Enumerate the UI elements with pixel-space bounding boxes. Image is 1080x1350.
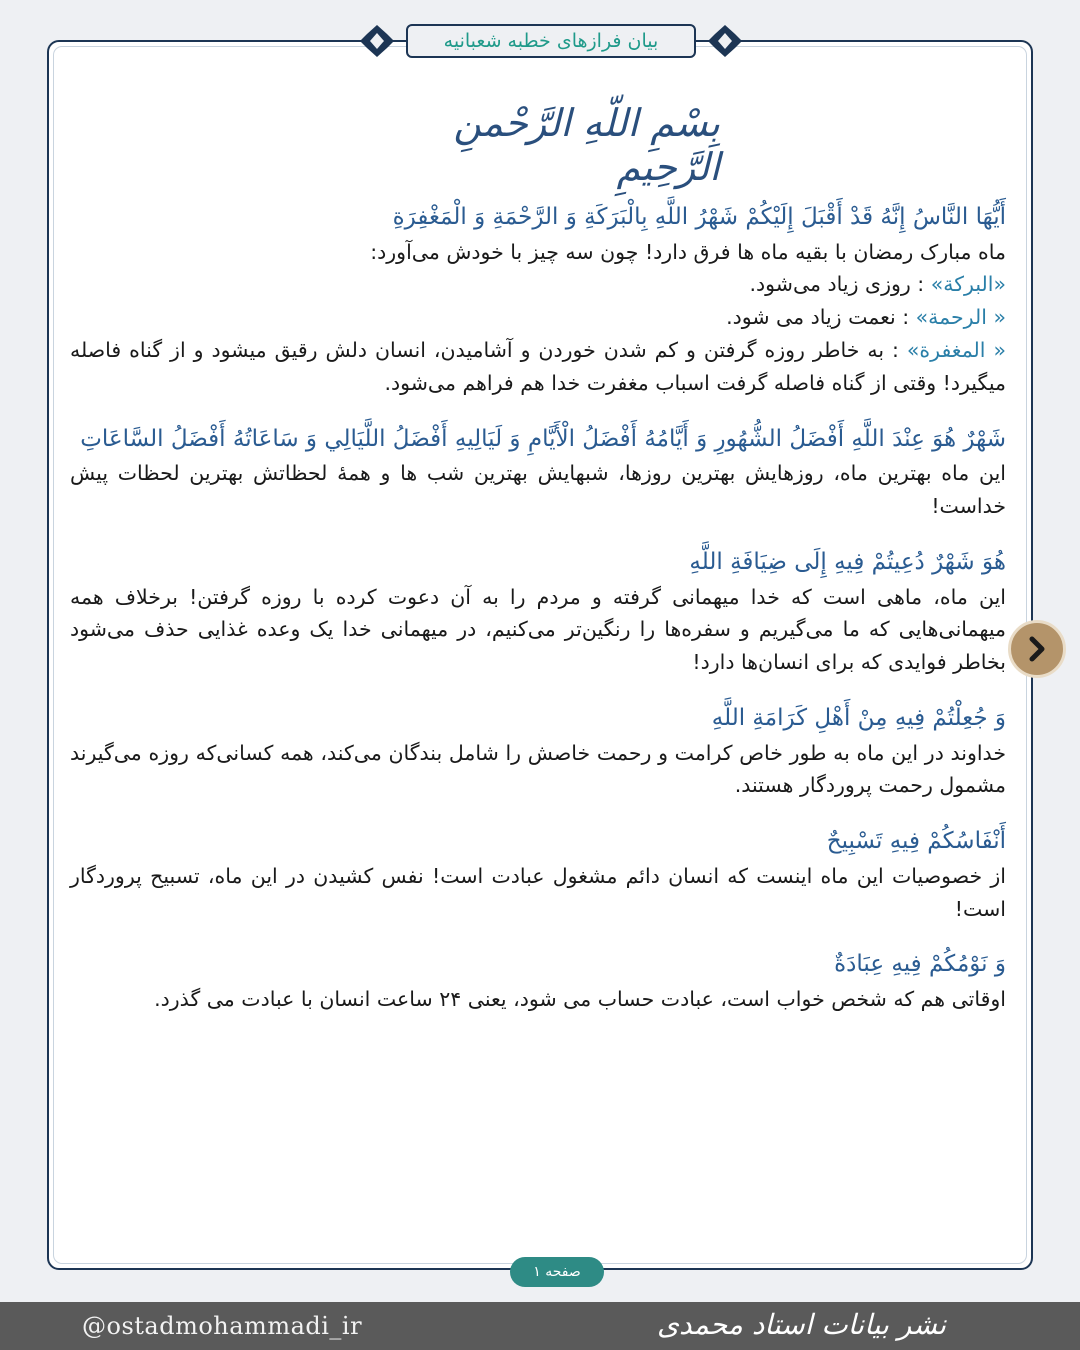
section-1: [70, 200, 1006, 400]
persian-text: این ماه، ماهی است که خدا میهمانی گرفته و مردم را به آن دعوت کرده با روزه گرفتن! برخلاف همه میهمانی‌هایی که ما می‌گیریم و سفره‌ها را رنگین‌تر می‌کنیم، در میهمانی خدا یک وعده غذایی حذف می‌شود بخاطر فوایدی که برای انسان‌ها دارد!: [70, 584, 1006, 675]
chevron-right-icon: [1024, 636, 1050, 662]
persian-text: اوقاتی هم که شخص خواب است، عبادت حساب می شود، یعنی ۲۴ ساعت انسان با عبادت می گذرد.: [154, 987, 1006, 1011]
persian-text: خداوند در این ماه به طور خاص کرامت و رحمت خاصش را شامل بندگان می‌کند، همه کسانی‌که روزه می‌گیرند مشمول رحمت پروردگار هستند.: [70, 740, 1006, 798]
arabic-quote: أَنْفَاسُكُمْ فِيهِ تَسْبِيحٌ: [826, 828, 1006, 855]
arabic-quote: وَ نَوْمُكُمْ فِيهِ عِبَادَةٌ: [834, 951, 1006, 978]
basmala-text: بِسْمِ اللّهِ الرَّحْمنِ الرَّحِيمِ: [453, 101, 720, 189]
section-5: [70, 824, 1006, 925]
list-item: [70, 268, 1006, 301]
section-2: [70, 422, 1006, 523]
page-number: صفحه ۱: [533, 1264, 581, 1280]
arabic-quote: أَيُّهَا النَّاسُ إِنَّهُ قَدْ أَقْبَلَ إِلَيْكُمْ شَهْرُ اللَّهِ بِالْبَرَكَةِ وَ الرَّحْمَةِ وَ الْمَغْفِرَةِ: [392, 204, 1006, 230]
publisher-signature: نشر بیانات استاد محمدی: [657, 1308, 946, 1341]
persian-text: ماه مبارک رمضان با بقیه ماه ها فرق دارد! چون سه چیز با خودش می‌آورد:: [370, 239, 1006, 264]
ornament-left-icon: [357, 22, 397, 60]
page-title: بیان فرازهای خطبه شعبانیه: [443, 30, 659, 52]
term-description: : نعمت زیاد می شود.: [726, 305, 916, 330]
persian-text: از خصوصیات این ماه اینست که انسان دائم مشغول عبادت است! نفس کشیدن در این ماه، تسبیح پروردگار است!: [70, 863, 1006, 921]
page-number-badge: [510, 1257, 604, 1287]
term-label: «البرکة»: [930, 272, 1006, 297]
term-description: : به خاطر روزه گرفتن و کم شدن خوردن و آشامیدن، انسان دلش رقیق میشود و از گناه فاصله میگیرد! وقتی از گناه فاصله گرفت اسباب مغفرت خدا هم فراهم می‌شود.: [70, 338, 1006, 395]
title-banner: [355, 20, 747, 62]
arabic-quote: شَهْرٌ هُوَ عِنْدَ اللَّهِ أَفْضَلُ الشُّهُورِ وَ أَيَّامُهُ أَفْضَلُ الْأَيَّامِ وَ لَيَالِيهِ أَفْضَلُ اللَّيَالِي وَ سَاعَاتُهُ أَفْضَلُ السَّاعَاتِ: [80, 425, 1006, 452]
ornament-right-icon: [705, 22, 745, 60]
social-handle: @ostadmohammadi_ir: [82, 1312, 363, 1340]
next-page-button[interactable]: [1008, 620, 1066, 678]
section-3: [70, 545, 1006, 679]
list-item: [70, 334, 1006, 400]
basmala: [360, 100, 720, 190]
term-label: « المغفرة»: [906, 338, 1006, 363]
term-label: « الرحمة»: [915, 305, 1006, 330]
list-item: [70, 301, 1006, 334]
term-description: : روزی زیاد می‌شود.: [749, 272, 931, 297]
arabic-quote: هُوَ شَهْرٌ دُعِيتُمْ فِيهِ إِلَى ضِيَافَةِ اللَّهِ: [689, 548, 1006, 575]
section-4: [70, 701, 1006, 802]
footer-bar: [0, 1302, 1080, 1350]
section-6: [70, 947, 1006, 1015]
persian-text: این ماه بهترین ماه، روزهایش بهترین روزها، شبهایش بهترین شب ها و همهٔ لحظاتش بهترین لحظات پیش خداست!: [70, 461, 1006, 519]
title-box: [406, 24, 696, 58]
arabic-quote: وَ جُعِلْتُمْ فِيهِ مِنْ أَهْلِ كَرَامَةِ اللَّهِ: [711, 704, 1006, 731]
content: [70, 200, 1006, 1038]
